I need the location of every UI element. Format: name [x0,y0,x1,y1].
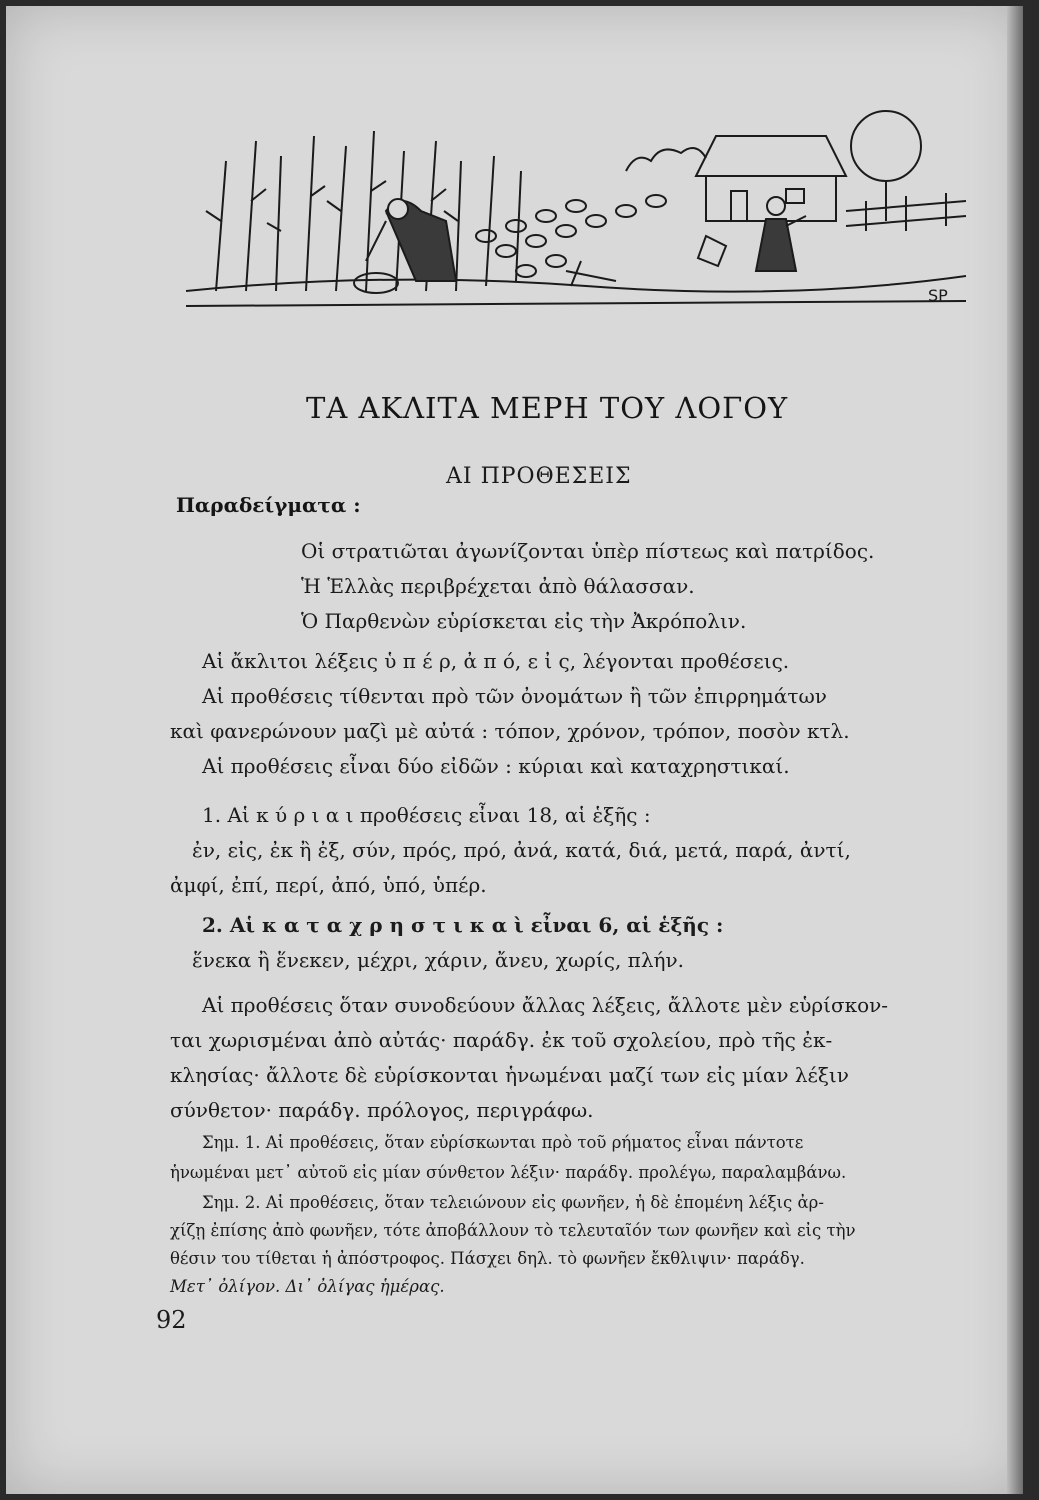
body-line: ἕνεκα ἢ ἕνεκεν, μέχρι, χάριν, ἄνευ, χωρίς, πλήν. [192,948,684,972]
body-line: Αἱ προθέσεις ὅταν συνοδεύουν ἄλλας λέξεις, ἄλλοτε μὲν εὑρίσκον- [202,993,889,1017]
footnote-line: θέσιν του τίθεται ἡ ἀπόστροφος. Πάσχει δηλ. τὸ φωνῆεν ἔκθλιψιν· παράδγ. [170,1249,805,1268]
body-line: 1. Αἱ κ ύ ρ ι α ι προθέσεις εἶναι 18, αἱ ἑξῆς : [202,803,651,827]
example-line: Οἱ στρατιῶται ἀγωνίζονται ὑπὲρ πίστεως καὶ πατρίδος. [301,539,875,563]
body-line: Αἱ προθέσεις εἶναι δύο εἰδῶν : κύριαι καὶ καταχρηστικαί. [202,754,790,778]
cabbage-rows-icon [476,195,666,277]
footnote-line: Μετ᾽ ὀλίγον. Δι᾽ ὀλίγας ἡμέρας. [170,1277,445,1296]
woman-standing-icon [566,197,806,286]
section-title: ΑΙ ΠΡΟΘΕΣΕΙΣ [446,464,632,489]
body-line: κλησίας· ἄλλοτε δὲ εὑρίσκονται ἡνωμέναι μαζί των εἰς μίαν λέξιν [170,1063,849,1087]
example-line: Ἡ Ἑλλὰς περιβρέχεται ἀπὸ θάλασσαν. [301,574,695,598]
body-line: Αἱ ἄκλιτοι λέξεις ὑ π έ ρ, ἀ π ό, ε ἰ ς, λέγονται προθέσεις. [202,649,790,673]
footnote-line: ἡνωμέναι μετ᾽ αὐτοῦ εἰς μίαν σύνθετον λέξιν· παράδγ. προλέγω, παραλαμβάνω. [170,1163,847,1182]
body-line: καὶ φανερώνουν μαζὶ μὲ αὐτά : τόπον, χρόνον, τρόπον, ποσὸν κτλ. [170,719,850,743]
body-line: ται χωρισμέναι ἀπὸ αὐτάς· παράδγ. ἐκ τοῦ σχολείου, πρὸ τῆς ἐκ- [170,1028,833,1052]
chapter-title: ΤΑ ΑΚΛΙΤΑ ΜΕΡΗ ΤΟΥ ΛΟΓΟΥ [306,391,789,425]
footnote-line: Σημ. 2. Αἱ προθέσεις, ὅταν τελειώνουν εἰς φωνῆεν, ἡ δὲ ἑπομένη λέξις ἀρ- [202,1193,824,1212]
footnote-line: χίζῃ ἐπίσης ἀπὸ φωνῆεν, τότε ἀποβάλλουν τὸ τελευταῖόν των φωνῆεν καὶ εἰς τὴν [170,1221,856,1240]
garden-illustration [186,101,966,311]
page-number: 92 [156,1306,187,1334]
corn-stalks-icon [206,131,521,291]
examples-label: Παραδείγματα : [176,493,361,517]
footnote-line: Σημ. 1. Αἱ προθέσεις, ὅταν εὑρίσκωνται πρὸ τοῦ ρήματος εἶναι πάντοτε [202,1133,804,1152]
book-page [6,6,1023,1494]
body-line: 2. Αἱ κ α τ α χ ρ η σ τ ι κ α ὶ εἶναι 6, αἱ ἑξῆς : [202,913,724,937]
tree-icon [846,111,966,231]
body-line: Αἱ προθέσεις τίθενται πρὸ τῶν ὀνομάτων ἢ τῶν ἐπιρρημάτων [202,684,827,708]
example-line: Ὁ Παρθενὼν εὑρίσκεται εἰς τὴν Ἀκρόπολιν. [301,609,747,633]
page-edge [1007,6,1023,1494]
body-line: ἀμφί, ἐπί, περί, ἀπό, ὑπό, ὑπέρ. [170,873,487,897]
farmhouse-icon [626,136,846,221]
body-line: ἐν, εἰς, ἐκ ἢ ἐξ, σύν, πρός, πρό, ἀνά, κατά, διά, μετά, παρά, ἀντί, [192,838,851,862]
body-line: σύνθετον· παράδγ. πρόλογος, περιγράφω. [170,1098,594,1122]
illustrator-signature: SP [928,286,948,305]
